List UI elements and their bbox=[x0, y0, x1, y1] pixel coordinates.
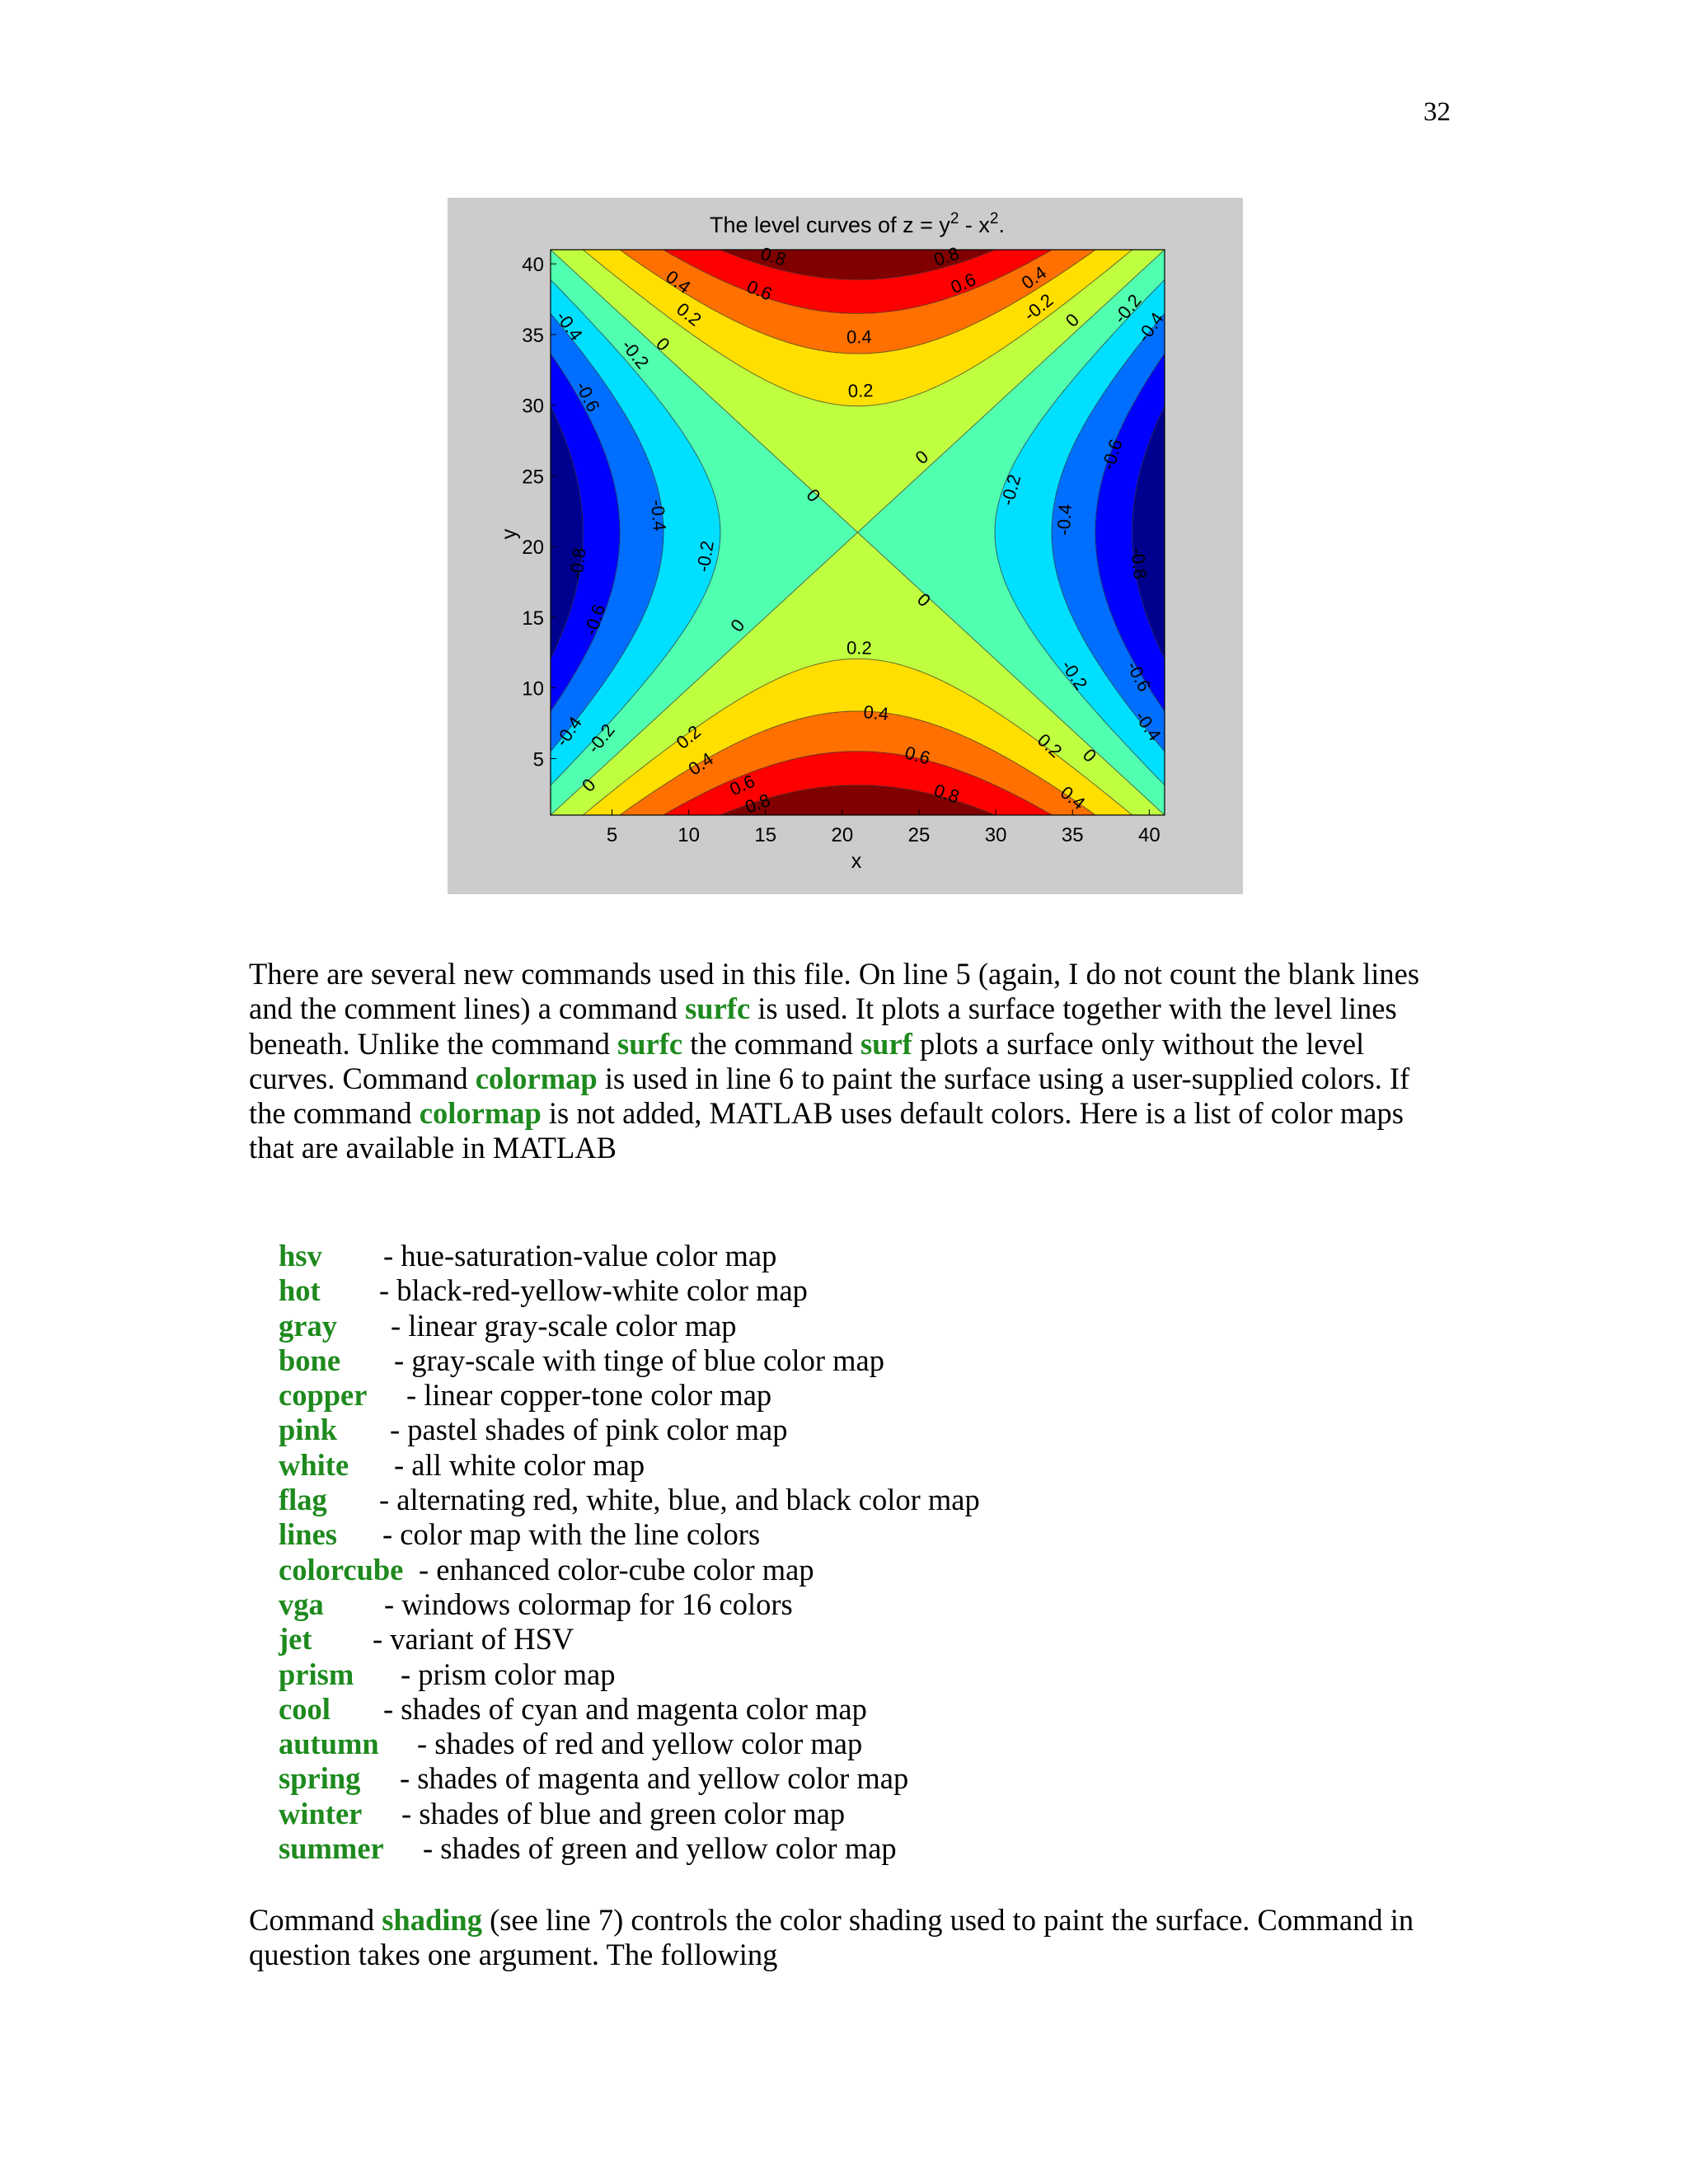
colormap-name: winter bbox=[279, 1796, 363, 1830]
y-axis-label: y bbox=[498, 528, 521, 540]
contour-label: 0.2 bbox=[847, 380, 874, 401]
x-tick-label: 30 bbox=[984, 824, 1007, 846]
colormap-description: - linear copper-tone color map bbox=[406, 1378, 772, 1413]
colormap-description: - shades of blue and green color map bbox=[401, 1796, 846, 1830]
colormap-name: hot bbox=[279, 1273, 321, 1308]
contour-label: -0.4 bbox=[551, 307, 587, 345]
contour-label: 0.2 bbox=[1033, 729, 1067, 762]
paragraph-text: Command bbox=[249, 1903, 382, 1937]
colormap-name: pink bbox=[279, 1413, 338, 1447]
contour-label: 0.6 bbox=[903, 742, 933, 769]
contour-label: 0 bbox=[652, 333, 674, 355]
contour-label: 0.6 bbox=[743, 275, 776, 305]
colormap-name: hsv bbox=[279, 1239, 322, 1272]
colormap-description: - shades of green and yellow color map bbox=[423, 1831, 897, 1866]
paragraph-text: There are several new commands used in this file. On line 5 (again, I do not count the blank lines and the comment lines) a command bbox=[249, 957, 1420, 1026]
command-keyword: surf bbox=[860, 1026, 912, 1061]
colormap-name: colorcube bbox=[279, 1552, 404, 1586]
contour-label: 0.4 bbox=[662, 265, 695, 298]
colormap-description: - all white color map bbox=[394, 1447, 645, 1482]
contour-label: -0.2 bbox=[617, 335, 654, 373]
contour-label: -0.4 bbox=[1053, 503, 1076, 537]
command-keyword: colormap bbox=[475, 1061, 598, 1095]
colormap-name: copper bbox=[279, 1378, 368, 1413]
colormap-description: - shades of cyan and magenta color map bbox=[383, 1691, 867, 1726]
y-tick-label: 30 bbox=[522, 395, 544, 418]
contour-chart bbox=[448, 198, 1243, 894]
colormap-description: - enhanced color-cube color map bbox=[419, 1552, 814, 1586]
contour-label: -0.2 bbox=[1109, 290, 1146, 328]
x-tick-label: 10 bbox=[678, 824, 700, 846]
contour-label: 0 bbox=[577, 774, 600, 796]
contour-label: 0.8 bbox=[931, 780, 963, 808]
y-tick-label: 5 bbox=[532, 748, 544, 771]
contour-label: 0 bbox=[802, 485, 825, 506]
y-tick-label: 10 bbox=[522, 677, 544, 701]
contour-label: -0.6 bbox=[571, 377, 604, 415]
paragraph-text: is used. It plots a surface together with the level lines beneath. Unlike the command bbox=[249, 991, 1397, 1061]
contour-label: -0.2 bbox=[996, 471, 1025, 509]
colormap-description: - prism color map bbox=[401, 1657, 616, 1691]
contour-label: -0.4 bbox=[646, 499, 670, 532]
contour-label: 0.6 bbox=[947, 269, 979, 298]
colormap-description: - color map with the line colors bbox=[382, 1517, 761, 1552]
contour-label: 0 bbox=[1061, 309, 1084, 331]
y-tick-label: 20 bbox=[522, 537, 544, 560]
contour-label: -0.2 bbox=[583, 719, 619, 757]
contour-label: 0 bbox=[1078, 744, 1101, 766]
contour-label: -0.8 bbox=[565, 546, 590, 580]
contour-label: 0.4 bbox=[862, 701, 890, 724]
contour-label: 0.4 bbox=[1017, 261, 1051, 293]
page-number: 32 bbox=[1423, 97, 1451, 127]
colormap-description: - shades of red and yellow color map bbox=[417, 1727, 863, 1761]
x-tick-label: 40 bbox=[1138, 824, 1160, 846]
colormap-description: - linear gray-scale color map bbox=[391, 1308, 737, 1343]
paragraph-text: is not added, MATLAB uses default colors. Here is a list of color maps that are available in MATLAB bbox=[249, 1096, 1404, 1165]
contour-label: -0.6 bbox=[1097, 436, 1127, 473]
colormap-description: - shades of magenta and yellow color map bbox=[400, 1761, 909, 1796]
paragraph-text: (see line 7) controls the color shading used to paint the surface. Command in question takes one argument. The following bbox=[249, 1903, 1414, 1972]
contour-label: 0 bbox=[911, 446, 933, 469]
colormap-description: - pastel shades of pink color map bbox=[390, 1413, 788, 1447]
command-keyword: surfc bbox=[685, 991, 751, 1026]
x-axis-label: x bbox=[851, 850, 862, 873]
contour-label: -0.4 bbox=[1130, 707, 1165, 745]
contour-label: -0.4 bbox=[1132, 308, 1168, 346]
x-tick-label: 35 bbox=[1061, 824, 1084, 846]
contour-label: 0.4 bbox=[846, 326, 872, 348]
colormap-name: vga bbox=[279, 1586, 324, 1621]
contour-label: 0.6 bbox=[726, 770, 758, 800]
y-tick-label: 35 bbox=[522, 324, 544, 347]
chart-title: The level curves of $z = y^2 - x^2$. bbox=[709, 210, 1006, 237]
contour-label: -0.2 bbox=[1020, 289, 1057, 326]
contour-label: -0.6 bbox=[579, 602, 610, 639]
contour-label: -0.8 bbox=[1127, 546, 1151, 580]
contour-label: -0.6 bbox=[1122, 658, 1156, 696]
y-tick-label: 15 bbox=[522, 607, 544, 630]
contour-label: 0.4 bbox=[684, 748, 717, 780]
colormap-description: - variant of HSV bbox=[373, 1622, 574, 1657]
colormap-description: - hue-saturation-value color map bbox=[383, 1239, 777, 1272]
contour-label: 0.2 bbox=[673, 298, 706, 330]
contour-label: 0.8 bbox=[757, 242, 789, 270]
contour-figure bbox=[448, 198, 1243, 894]
paragraph-shading bbox=[249, 1903, 1444, 1973]
colormap-name: autumn bbox=[279, 1727, 379, 1761]
contour-label: -0.2 bbox=[1057, 656, 1092, 694]
contour-label: 0.8 bbox=[742, 789, 773, 818]
x-tick-label: 20 bbox=[831, 824, 854, 846]
colormap-description: - gray-scale with tinge of blue color map bbox=[394, 1343, 884, 1377]
colormap-description: - black-red-yellow-white color map bbox=[379, 1273, 808, 1308]
colormap-name: spring bbox=[279, 1761, 361, 1796]
colormap-name: cool bbox=[279, 1691, 331, 1726]
x-tick-label: 5 bbox=[606, 824, 618, 846]
contour-label: 0 bbox=[912, 588, 935, 612]
colormap-name: jet bbox=[279, 1622, 312, 1657]
colormap-name: bone bbox=[279, 1343, 341, 1377]
paragraph-text: plots a surface only without the level curves. Command bbox=[249, 1026, 1365, 1095]
contour-label: 0.2 bbox=[672, 720, 706, 753]
colormap-description: - alternating red, white, blue, and black color map bbox=[379, 1483, 980, 1517]
contour-label: 0.2 bbox=[846, 637, 872, 658]
contour-label: 0 bbox=[726, 615, 749, 636]
colormap-description: - windows colormap for 16 colors bbox=[384, 1586, 793, 1621]
paragraph-text: the command bbox=[682, 1026, 860, 1061]
colormap-name: flag bbox=[279, 1483, 327, 1517]
contour-label: 0.8 bbox=[931, 242, 962, 270]
command-keyword: surfc bbox=[617, 1026, 683, 1061]
contour-label: 0.4 bbox=[1056, 781, 1090, 814]
command-keyword: colormap bbox=[419, 1096, 542, 1131]
colormap-name: summer bbox=[279, 1831, 384, 1866]
command-keyword: shading bbox=[382, 1903, 482, 1937]
paragraph-colormap-intro bbox=[249, 957, 1444, 1166]
y-tick-label: 25 bbox=[522, 466, 544, 489]
colormap-name: lines bbox=[279, 1517, 337, 1552]
x-tick-label: 25 bbox=[907, 824, 931, 846]
contour-label: -0.2 bbox=[692, 539, 718, 574]
contour-label: -0.4 bbox=[551, 712, 586, 751]
y-tick-label: 40 bbox=[522, 254, 544, 277]
colormap-name: gray bbox=[279, 1308, 337, 1343]
paragraph-text: is used in line 6 to paint the surface using a user-supplied colors. If the command bbox=[249, 1061, 1410, 1131]
colormap-name: white bbox=[279, 1447, 349, 1482]
x-tick-label: 15 bbox=[754, 824, 777, 846]
colormap-name: prism bbox=[279, 1657, 354, 1691]
